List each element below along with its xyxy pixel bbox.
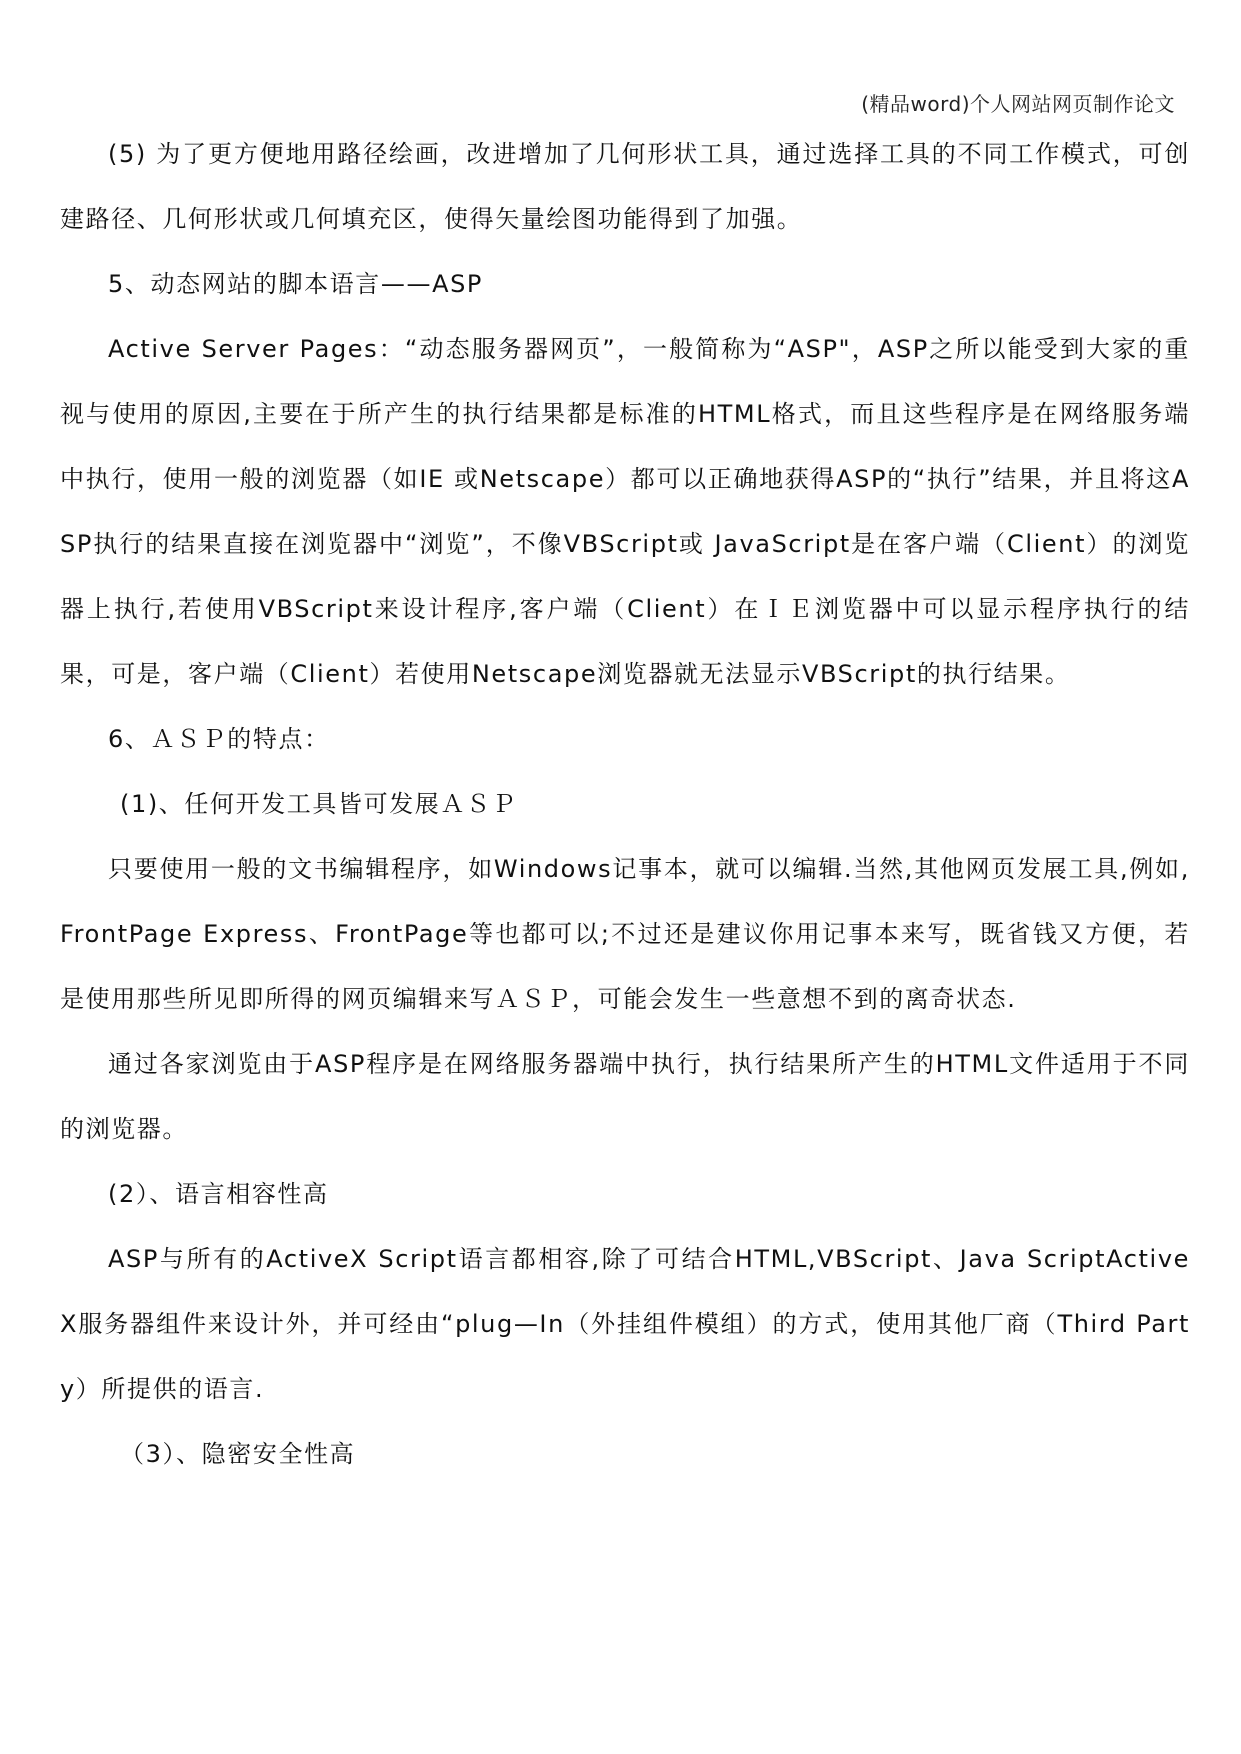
paragraph-browsers: 通过各家浏览由于ASP程序是在网络服务器端中执行，执行结果所产生的HTML文件适用于不同的浏览器。 — [60, 1050, 1190, 1143]
section-heading-asp: 5、动态网站的脚本语言——ASP — [108, 270, 483, 298]
document-body — [60, 122, 1190, 1487]
subheading-dev-tools: (1)、任何开发工具皆可发展ＡＳＰ — [120, 790, 518, 818]
paragraph-path-tools: (5) 为了更方便地用路径绘画，改进增加了几何形状工具，通过选择工具的不同工作模式，可创建路径、几何形状或几何填充区，使得矢量绘图功能得到了加强。 — [60, 140, 1190, 233]
paragraph-compatibility: ASP与所有的ActiveX Script语言都相容,除了可结合HTML,VBScript、Java ScriptActive X服务器组件来设计外，并可经由“plug—In（外挂组件模组）的方式，使用其他厂商（Third Party）所提供的语言. — [60, 1245, 1190, 1403]
section-heading-asp-features: 6、ＡＳＰ的特点： — [108, 725, 330, 753]
paragraph-asp-intro: Active Server Pages：“动态服务器网页”，一般简称为“ASP"，ASP之所以能受到大家的重视与使用的原因,主要在于所产生的执行结果都是标准的HTML格式，而且这些程序是在网络服务端中执行，使用一般的浏览器（如IE 或Netscape）都可以正确地获得ASP的“执行”结果，并且将这ASP执行的结果直接在浏览器中“浏览”，不像VBScript或 JavaScript是在客户端（Client）的浏览器上执行,若使用VBScript来设计程序,客户端（Client）在ＩＥ浏览器中可以显示程序执行的结果，可是，客户端（Client）若使用Netscape浏览器就无法显示VBScript的执行结果。 — [60, 335, 1190, 688]
subheading-compatibility: (2）、语言相容性高 — [108, 1180, 329, 1208]
paragraph-dev-tools: 只要使用一般的文书编辑程序，如Windows记事本，就可以编辑.当然,其他网页发展工具,例如,FrontPage Express、FrontPage等也都可以;不过还是建议你用记事本来写，既省钱又方便，若是使用那些所见即所得的网页编辑来写ＡＳＰ，可能会发生一些意想不到的离奇状态. — [60, 855, 1190, 1013]
subheading-security: （3）、隐密安全性高 — [120, 1440, 356, 1468]
running-header: (精品word)个人网站网页制作论文 — [861, 92, 1175, 116]
